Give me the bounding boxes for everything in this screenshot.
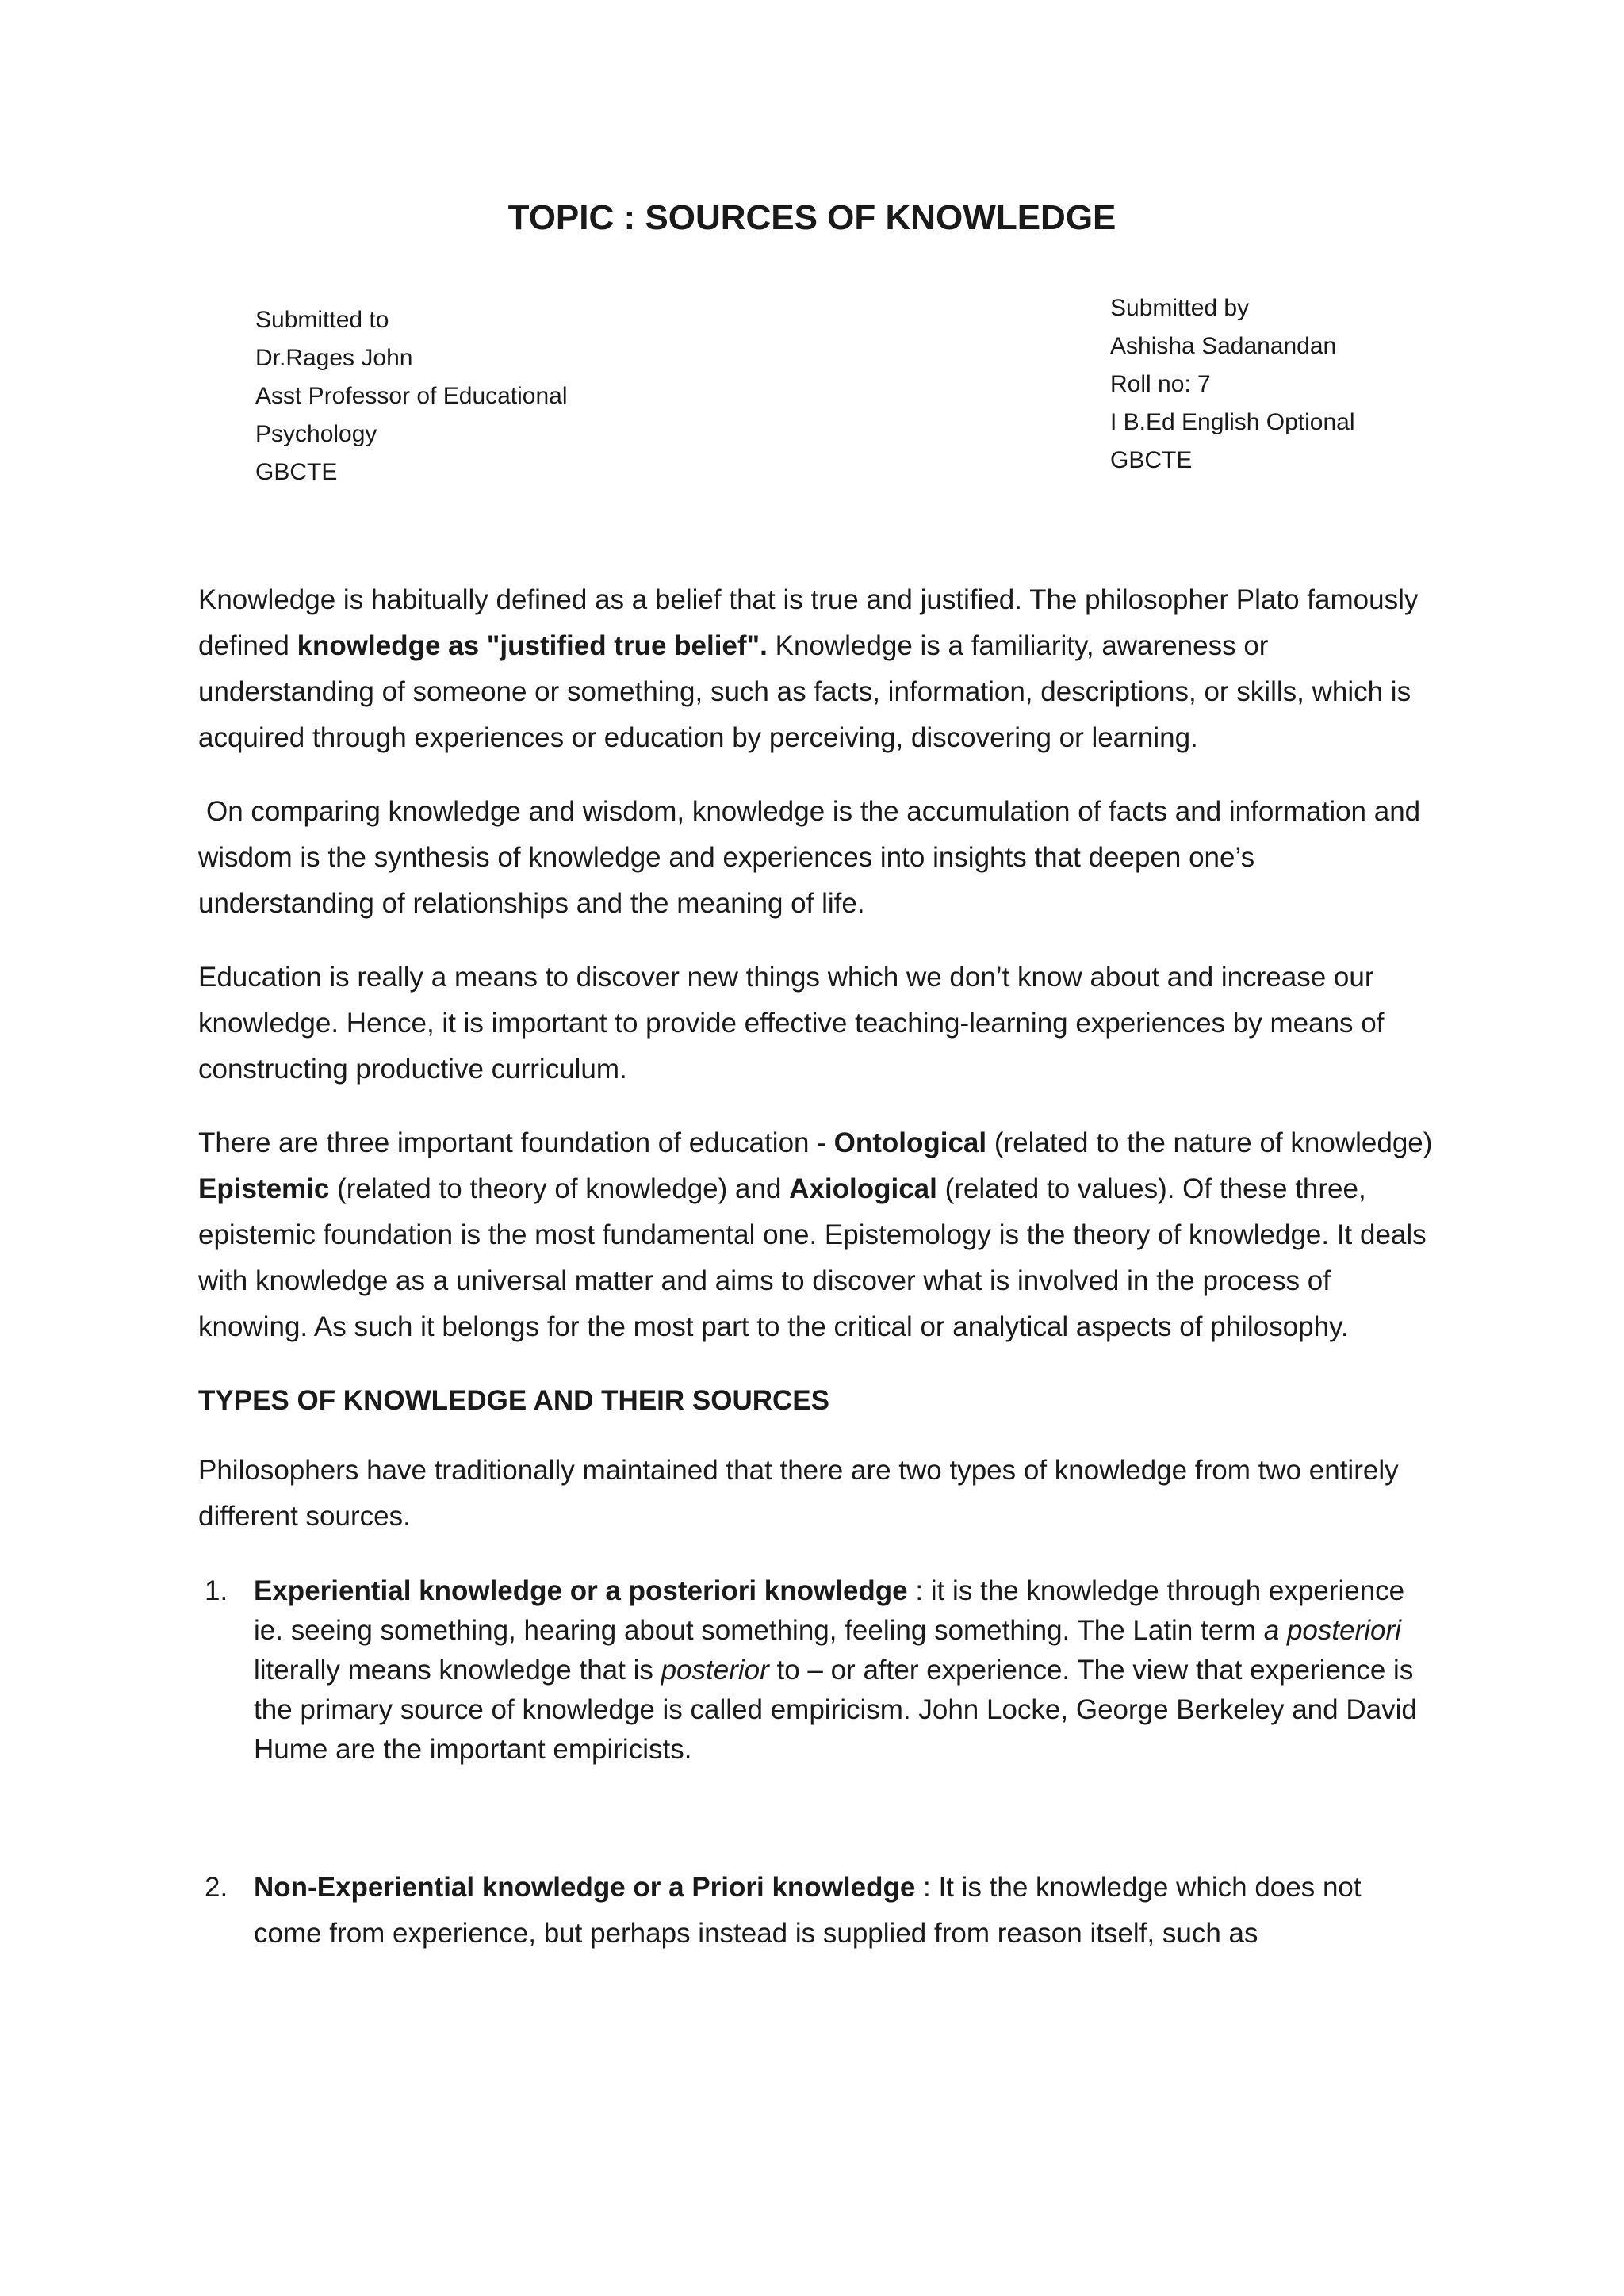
paragraph-knowledge-definition: Knowledge is habitually defined as a belief that is true and justified. The philosopher Plato famously defined knowledge as "justified true belief". Knowledge is a familiarity, awareness or understanding of someone or something, such as facts, information, descriptions, or skills, which is acquired through experiences or education by perceiving, discovering or learning.	[198, 584, 1419, 753]
paragraph-foundations: There are three important foundation of education - Ontological (related to the nature of knowledge) Epistemic (related to theory of knowledge) and Axiological (related to values). Of these three, epistemic foundation is the most fundamental one. Epistemology is the theory of knowledge. It deals with knowledge as a universal matter and aims to discover what is involved in the process of knowing. As such it belongs for the most part to the critical or analytical aspects of philosophy.	[198, 1127, 1433, 1342]
list-item: 1. Experiential knowledge or a posteriori knowledge : it is the knowledge through experience ie. seeing something, hearing about something, feeling something. The Latin term a posteriori literally means knowledge that is posterior to – or after experience. The view that experience is the primary source of knowledge is called empiricism. John Locke, George Berkeley and David Hume are the important empiricists.	[198, 1571, 1435, 1770]
submitted-to-name: Dr.Rages John	[255, 345, 413, 371]
term-posterior: posterior	[661, 1655, 769, 1686]
section-heading-types: TYPES OF KNOWLEDGE AND THEIR SOURCES	[198, 1385, 829, 1416]
list-item: 2. Non-Experiential knowledge or a Priori knowledge : It is the knowledge which does not come from experience, but perhaps instead is supplied from reason itself, such as	[198, 1865, 1435, 1957]
submitted-to-label: Submitted to	[255, 307, 389, 333]
knowledge-types-list	[198, 1571, 1435, 1957]
submitted-by-label: Submitted by	[1110, 295, 1250, 321]
page-title: TOPIC : SOURCES OF KNOWLEDGE	[508, 198, 1116, 237]
term-ontological: Ontological	[833, 1127, 987, 1158]
submitted-by-block	[1110, 289, 1355, 480]
submitted-by-institution: GBCTE	[1110, 447, 1193, 473]
list-number: 1.	[205, 1575, 228, 1606]
paragraph-two-types: Philosophers have traditionally maintained that there are two types of knowledge from two entirely different sources.	[198, 1455, 1399, 1532]
paragraph-knowledge-wisdom: On comparing knowledge and wisdom, knowledge is the accumulation of facts and information and wisdom is the synthesis of knowledge and experiences into insights that deepen one’s understanding of relationships and the meaning of life.	[198, 796, 1421, 919]
list-number: 2.	[205, 1872, 228, 1903]
plato-definition: knowledge as "justified true belief".	[297, 630, 768, 661]
list-item-title: Non-Experiential knowledge or a Priori knowledge	[254, 1872, 916, 1903]
paragraph-education: Education is really a means to discover new things which we don’t know about and increase our knowledge. Hence, it is important to provide effective teaching-learning experiences by means of constructing productive curriculum.	[198, 962, 1385, 1085]
term-axiological: Axiological	[789, 1173, 937, 1204]
document-body	[198, 577, 1435, 2052]
term-a-posteriori: a posteriori	[1263, 1615, 1401, 1646]
submitted-to-block	[255, 301, 568, 492]
submitted-to-designation-line1: Asst Professor of Educational	[255, 383, 568, 409]
submitted-by-roll: Roll no: 7	[1110, 371, 1211, 397]
submitted-by-name: Ashisha Sadanandan	[1110, 333, 1337, 359]
submitted-to-designation-line2: Psychology	[255, 421, 377, 447]
list-item-title: Experiential knowledge or a posteriori knowledge	[254, 1575, 908, 1606]
submitted-to-institution: GBCTE	[255, 459, 338, 485]
submitted-by-course: I B.Ed English Optional	[1110, 409, 1355, 435]
term-epistemic: Epistemic	[198, 1173, 330, 1204]
